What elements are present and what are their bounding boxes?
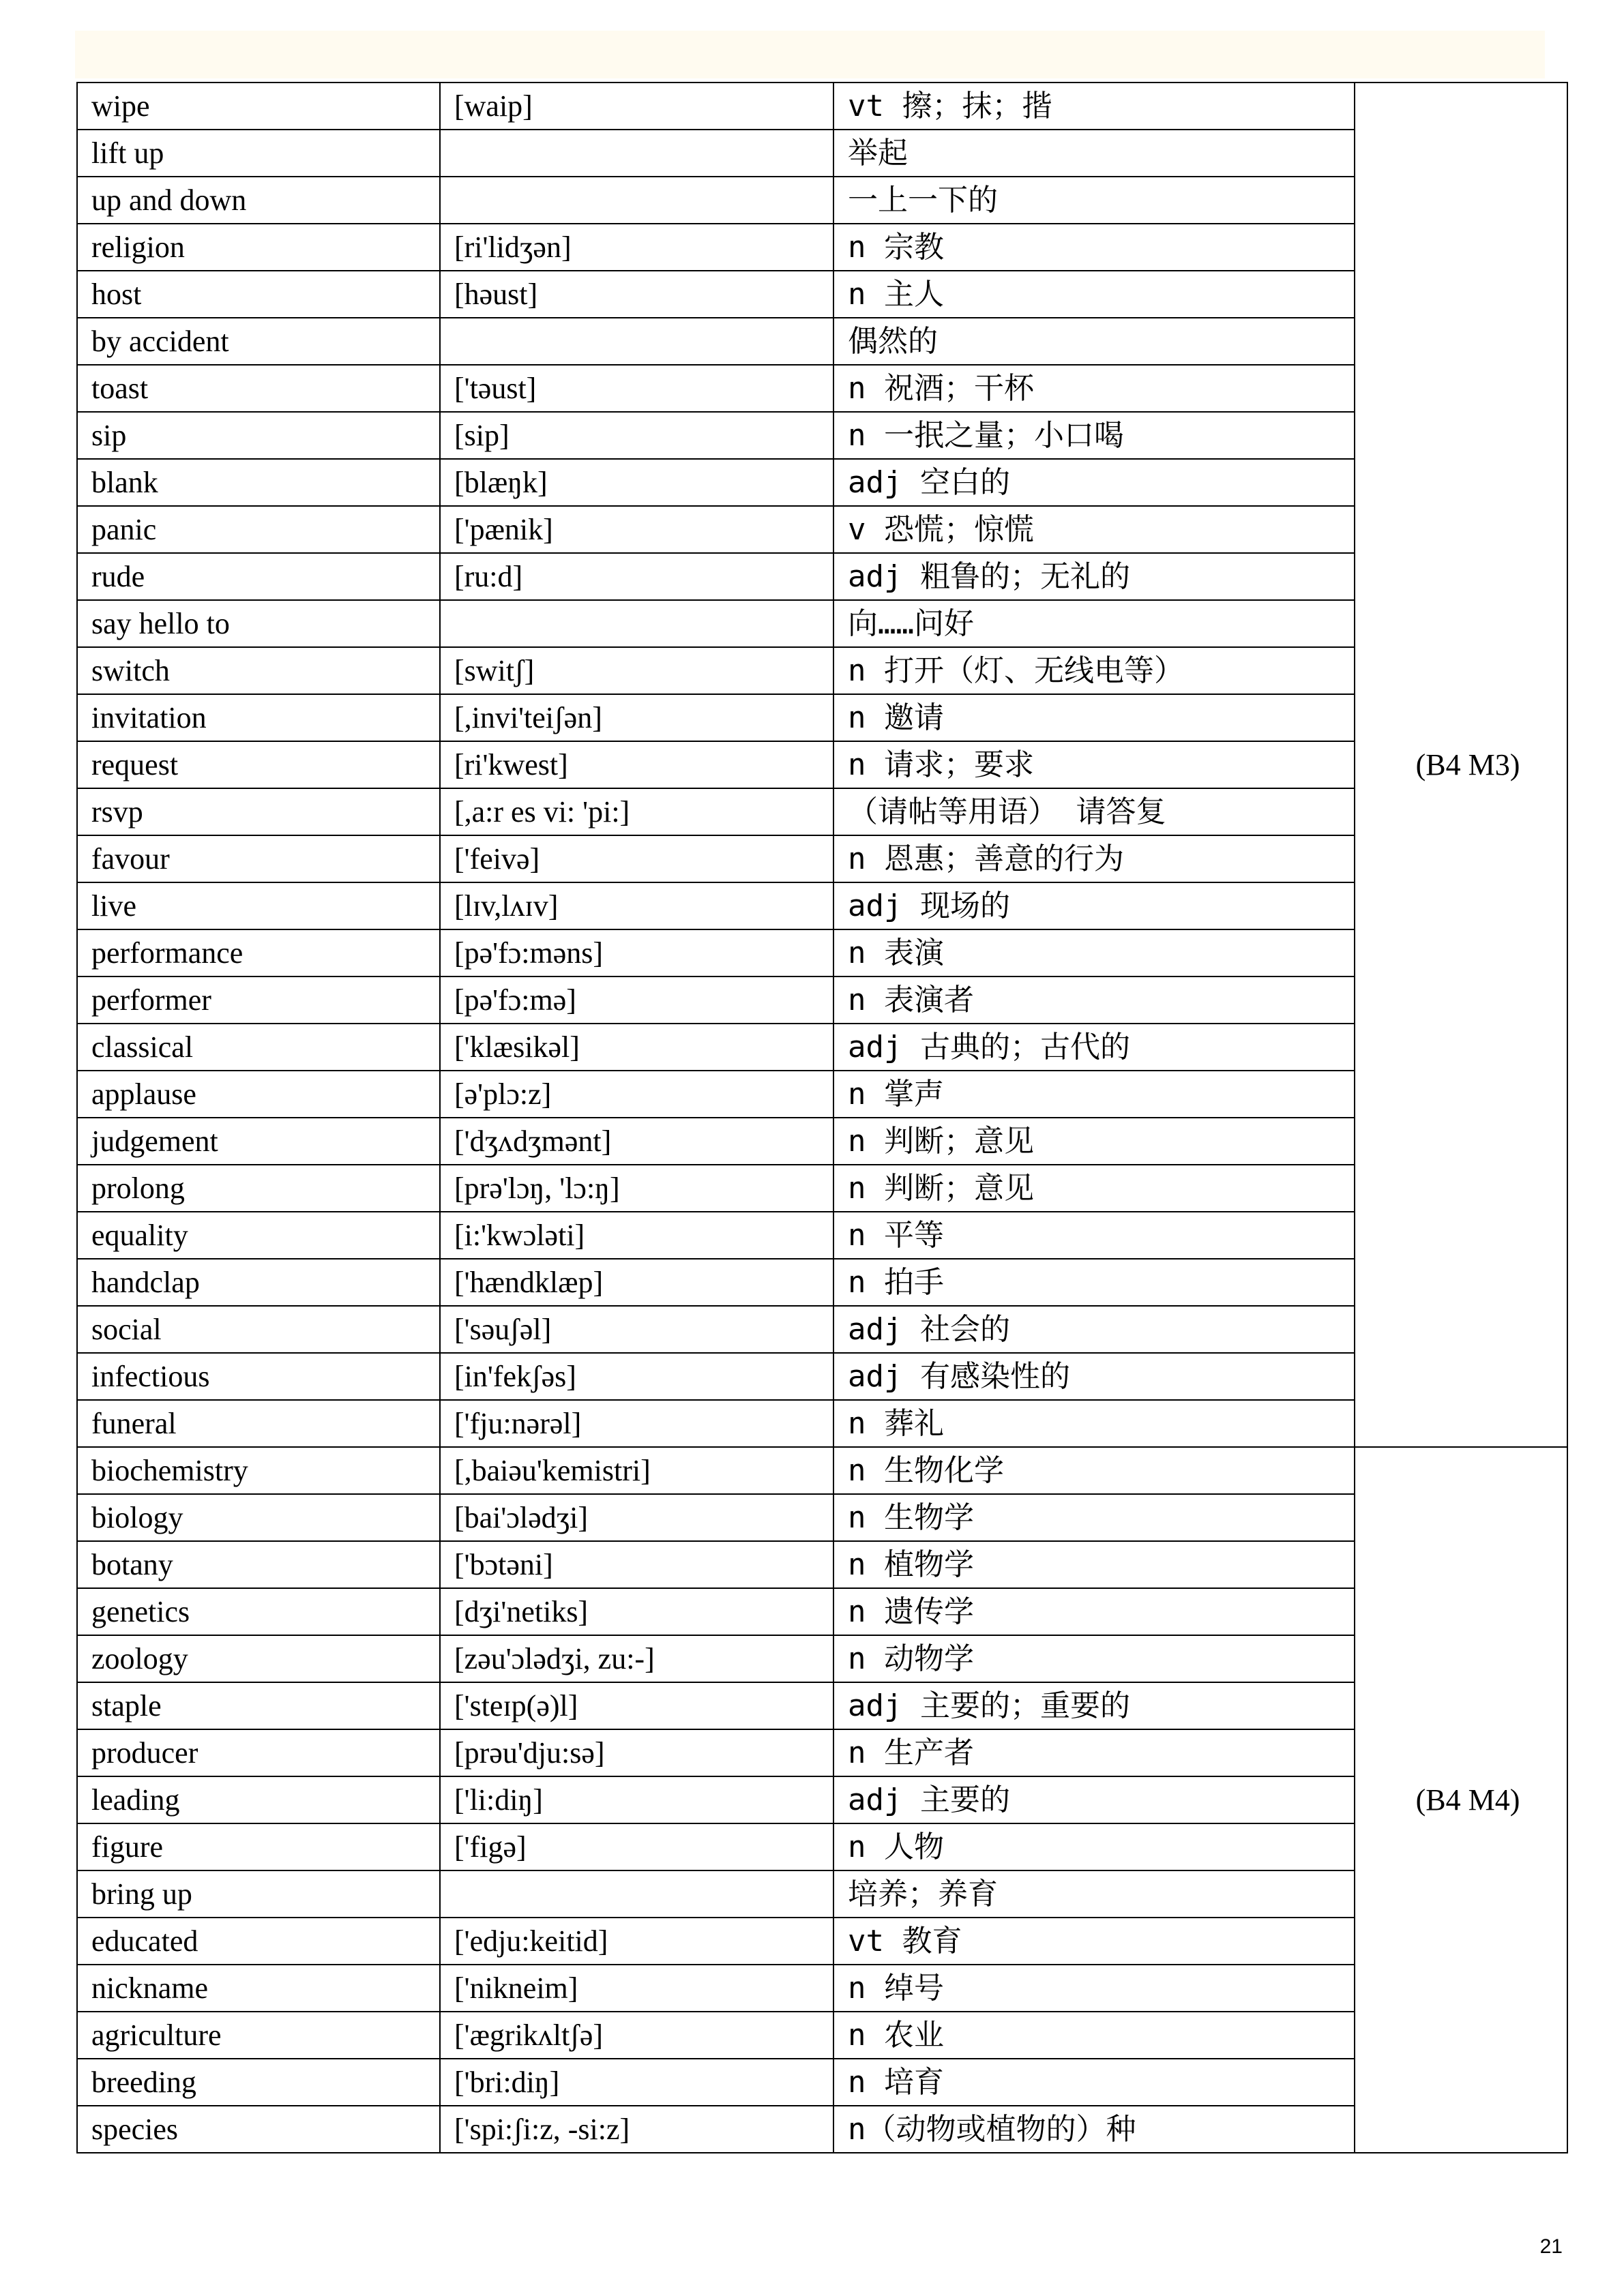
phonetic-cell: [həust] bbox=[440, 271, 833, 318]
meaning-cell: n 绰号 bbox=[833, 1965, 1355, 2012]
phonetic-cell: [switʃ] bbox=[440, 647, 833, 694]
unit-label-cell: (B4 M3) bbox=[1355, 83, 1567, 1447]
word-cell: classical bbox=[77, 1024, 440, 1071]
word-cell: live bbox=[77, 882, 440, 929]
meaning-cell: n 判断；意见 bbox=[833, 1118, 1355, 1165]
word-cell: staple bbox=[77, 1682, 440, 1729]
phonetic-cell bbox=[440, 130, 833, 177]
meaning-cell: n 动物学 bbox=[833, 1635, 1355, 1682]
table-row bbox=[77, 1165, 1567, 1212]
word-cell: performance bbox=[77, 929, 440, 976]
phonetic-cell: [,baiəu'kemistri] bbox=[440, 1447, 833, 1494]
word-cell: educated bbox=[77, 1918, 440, 1965]
meaning-cell: n 平等 bbox=[833, 1212, 1355, 1259]
table-row bbox=[77, 130, 1567, 177]
table-row bbox=[77, 1541, 1567, 1588]
word-cell: invitation bbox=[77, 694, 440, 741]
table-row bbox=[77, 1024, 1567, 1071]
phonetic-cell: ['klæsikəl] bbox=[440, 1024, 833, 1071]
word-cell: leading bbox=[77, 1776, 440, 1823]
phonetic-cell: ['dʒʌdʒmənt] bbox=[440, 1118, 833, 1165]
phonetic-cell: [bai'ɔlədʒi] bbox=[440, 1494, 833, 1541]
table-row bbox=[77, 224, 1567, 271]
meaning-cell: adj 空白的 bbox=[833, 459, 1355, 506]
phonetic-cell bbox=[440, 177, 833, 224]
phonetic-cell: [,invi'teiʃən] bbox=[440, 694, 833, 741]
phonetic-cell: [,a:r es vi: 'pi:] bbox=[440, 788, 833, 835]
page-header-band bbox=[75, 31, 1545, 78]
word-cell: nickname bbox=[77, 1965, 440, 2012]
phonetic-cell: ['feivə] bbox=[440, 835, 833, 882]
phonetic-cell: [waip] bbox=[440, 83, 833, 130]
meaning-cell: n 表演 bbox=[833, 929, 1355, 976]
meaning-cell: n 掌声 bbox=[833, 1071, 1355, 1118]
table-row bbox=[77, 1965, 1567, 2012]
meaning-cell: adj 主要的 bbox=[833, 1776, 1355, 1823]
table-row bbox=[77, 1212, 1567, 1259]
word-cell: genetics bbox=[77, 1588, 440, 1635]
table-row bbox=[77, 600, 1567, 647]
word-cell: biochemistry bbox=[77, 1447, 440, 1494]
word-cell: lift up bbox=[77, 130, 440, 177]
phonetic-cell: ['ægrikʌltʃə] bbox=[440, 2012, 833, 2059]
word-cell: panic bbox=[77, 506, 440, 553]
meaning-cell: 一上一下的 bbox=[833, 177, 1355, 224]
table-row bbox=[77, 2059, 1567, 2106]
table-row bbox=[77, 1259, 1567, 1306]
table-row bbox=[77, 2106, 1567, 2153]
meaning-cell: n 农业 bbox=[833, 2012, 1355, 2059]
word-cell: host bbox=[77, 271, 440, 318]
phonetic-cell: [pə'fɔ:məns] bbox=[440, 929, 833, 976]
table-row bbox=[77, 1823, 1567, 1870]
meaning-cell: 偶然的 bbox=[833, 318, 1355, 365]
phonetic-cell bbox=[440, 1870, 833, 1918]
table-row bbox=[77, 506, 1567, 553]
meaning-cell: n 人物 bbox=[833, 1823, 1355, 1870]
phonetic-cell: ['spi:ʃi:z, -si:z] bbox=[440, 2106, 833, 2153]
phonetic-cell: [in'fekʃəs] bbox=[440, 1353, 833, 1400]
table-row bbox=[77, 2012, 1567, 2059]
meaning-cell: n 邀请 bbox=[833, 694, 1355, 741]
word-cell: figure bbox=[77, 1823, 440, 1870]
word-cell: zoology bbox=[77, 1635, 440, 1682]
table-row bbox=[77, 1306, 1567, 1353]
word-cell: infectious bbox=[77, 1353, 440, 1400]
meaning-cell: n 生产者 bbox=[833, 1729, 1355, 1776]
table-row bbox=[77, 459, 1567, 506]
table-row bbox=[77, 1400, 1567, 1447]
phonetic-cell: [dʒi'netiks] bbox=[440, 1588, 833, 1635]
unit-label-cell: (B4 M4) bbox=[1355, 1447, 1567, 2153]
meaning-cell: n 恩惠；善意的行为 bbox=[833, 835, 1355, 882]
phonetic-cell: [prəu'dju:sə] bbox=[440, 1729, 833, 1776]
meaning-cell: adj 主要的；重要的 bbox=[833, 1682, 1355, 1729]
meaning-cell: v 恐慌；惊慌 bbox=[833, 506, 1355, 553]
phonetic-cell: ['nikneim] bbox=[440, 1965, 833, 2012]
table-row bbox=[77, 694, 1567, 741]
phonetic-cell: ['figə] bbox=[440, 1823, 833, 1870]
phonetic-cell: [prə'lɔŋ, 'lɔ:ŋ] bbox=[440, 1165, 833, 1212]
table-row bbox=[77, 1776, 1567, 1823]
phonetic-cell: ['fju:nərəl] bbox=[440, 1400, 833, 1447]
meaning-cell: vt 教育 bbox=[833, 1918, 1355, 1965]
meaning-cell: n 培育 bbox=[833, 2059, 1355, 2106]
word-cell: prolong bbox=[77, 1165, 440, 1212]
table-row bbox=[77, 835, 1567, 882]
meaning-cell: n 拍手 bbox=[833, 1259, 1355, 1306]
word-cell: rude bbox=[77, 553, 440, 600]
page-number: 21 bbox=[1539, 2235, 1563, 2258]
table-row bbox=[77, 412, 1567, 459]
word-cell: by accident bbox=[77, 318, 440, 365]
meaning-cell: n 一抿之量；小口喝 bbox=[833, 412, 1355, 459]
meaning-cell: n 打开（灯、无线电等） bbox=[833, 647, 1355, 694]
phonetic-cell: [zəu'ɔlədʒi, zu:-] bbox=[440, 1635, 833, 1682]
table-row bbox=[77, 976, 1567, 1024]
table-row bbox=[77, 1729, 1567, 1776]
meaning-cell: adj 有感染性的 bbox=[833, 1353, 1355, 1400]
table-row bbox=[77, 929, 1567, 976]
word-cell: social bbox=[77, 1306, 440, 1353]
word-cell: agriculture bbox=[77, 2012, 440, 2059]
phonetic-cell: [i:'kwɔləti] bbox=[440, 1212, 833, 1259]
phonetic-cell: [blæŋk] bbox=[440, 459, 833, 506]
table-row bbox=[77, 365, 1567, 412]
phonetic-cell: ['hændklæp] bbox=[440, 1259, 833, 1306]
word-cell: religion bbox=[77, 224, 440, 271]
word-cell: blank bbox=[77, 459, 440, 506]
word-cell: breeding bbox=[77, 2059, 440, 2106]
meaning-cell: adj 社会的 bbox=[833, 1306, 1355, 1353]
meaning-cell: n 植物学 bbox=[833, 1541, 1355, 1588]
table-row bbox=[77, 1682, 1567, 1729]
word-cell: sip bbox=[77, 412, 440, 459]
word-cell: up and down bbox=[77, 177, 440, 224]
table-row bbox=[77, 1447, 1567, 1494]
table-row bbox=[77, 741, 1567, 788]
phonetic-cell: [ru:d] bbox=[440, 553, 833, 600]
phonetic-cell: [sip] bbox=[440, 412, 833, 459]
table-row bbox=[77, 788, 1567, 835]
table-row bbox=[77, 882, 1567, 929]
word-cell: biology bbox=[77, 1494, 440, 1541]
phonetic-cell: ['səuʃəl] bbox=[440, 1306, 833, 1353]
word-cell: say hello to bbox=[77, 600, 440, 647]
table-row bbox=[77, 1870, 1567, 1918]
word-cell: bring up bbox=[77, 1870, 440, 1918]
meaning-cell: adj 现场的 bbox=[833, 882, 1355, 929]
meaning-cell: n 葬礼 bbox=[833, 1400, 1355, 1447]
meaning-cell: n 遗传学 bbox=[833, 1588, 1355, 1635]
phonetic-cell: [pə'fɔ:mə] bbox=[440, 976, 833, 1024]
word-cell: handclap bbox=[77, 1259, 440, 1306]
phonetic-cell: ['pænik] bbox=[440, 506, 833, 553]
word-cell: wipe bbox=[77, 83, 440, 130]
phonetic-cell: [ri'lidʒən] bbox=[440, 224, 833, 271]
word-cell: request bbox=[77, 741, 440, 788]
meaning-cell: n 生物化学 bbox=[833, 1447, 1355, 1494]
word-cell: funeral bbox=[77, 1400, 440, 1447]
table-row bbox=[77, 553, 1567, 600]
meaning-cell: n（动物或植物的）种 bbox=[833, 2106, 1355, 2153]
table-row bbox=[77, 1353, 1567, 1400]
phonetic-cell: [lɪv,lʌɪv] bbox=[440, 882, 833, 929]
phonetic-cell: ['bri:diŋ] bbox=[440, 2059, 833, 2106]
table-row bbox=[77, 318, 1567, 365]
word-cell: favour bbox=[77, 835, 440, 882]
phonetic-cell: ['steɪp(ə)l] bbox=[440, 1682, 833, 1729]
table-row bbox=[77, 1071, 1567, 1118]
table-row bbox=[77, 1588, 1567, 1635]
table-row bbox=[77, 647, 1567, 694]
word-cell: performer bbox=[77, 976, 440, 1024]
table-row bbox=[77, 177, 1567, 224]
phonetic-cell: ['təust] bbox=[440, 365, 833, 412]
meaning-cell: 举起 bbox=[833, 130, 1355, 177]
word-cell: switch bbox=[77, 647, 440, 694]
meaning-cell: 向……问好 bbox=[833, 600, 1355, 647]
word-cell: producer bbox=[77, 1729, 440, 1776]
meaning-cell: 培养；养育 bbox=[833, 1870, 1355, 1918]
word-cell: rsvp bbox=[77, 788, 440, 835]
phonetic-cell: ['bɔtəni] bbox=[440, 1541, 833, 1588]
word-cell: species bbox=[77, 2106, 440, 2153]
meaning-cell: adj 粗鲁的；无礼的 bbox=[833, 553, 1355, 600]
word-cell: toast bbox=[77, 365, 440, 412]
meaning-cell: n 请求；要求 bbox=[833, 741, 1355, 788]
table-row bbox=[77, 271, 1567, 318]
word-cell: botany bbox=[77, 1541, 440, 1588]
table-row bbox=[77, 1635, 1567, 1682]
vocabulary-table-body bbox=[77, 83, 1567, 2153]
table-row bbox=[77, 1918, 1567, 1965]
phonetic-cell: ['edju:keitid] bbox=[440, 1918, 833, 1965]
word-cell: applause bbox=[77, 1071, 440, 1118]
meaning-cell: vt 擦；抹；揩 bbox=[833, 83, 1355, 130]
meaning-cell: （请帖等用语） 请答复 bbox=[833, 788, 1355, 835]
phonetic-cell: [ri'kwest] bbox=[440, 741, 833, 788]
phonetic-cell bbox=[440, 600, 833, 647]
meaning-cell: n 祝酒；干杯 bbox=[833, 365, 1355, 412]
meaning-cell: adj 古典的；古代的 bbox=[833, 1024, 1355, 1071]
table-row bbox=[77, 83, 1567, 130]
meaning-cell: n 判断；意见 bbox=[833, 1165, 1355, 1212]
meaning-cell: n 生物学 bbox=[833, 1494, 1355, 1541]
meaning-cell: n 表演者 bbox=[833, 976, 1355, 1024]
meaning-cell: n 宗教 bbox=[833, 224, 1355, 271]
word-cell: equality bbox=[77, 1212, 440, 1259]
phonetic-cell: ['li:diŋ] bbox=[440, 1776, 833, 1823]
table-row bbox=[77, 1118, 1567, 1165]
meaning-cell: n 主人 bbox=[833, 271, 1355, 318]
vocabulary-table bbox=[76, 82, 1568, 2153]
table-row bbox=[77, 1494, 1567, 1541]
phonetic-cell: [ə'plɔ:z] bbox=[440, 1071, 833, 1118]
phonetic-cell bbox=[440, 318, 833, 365]
word-cell: judgement bbox=[77, 1118, 440, 1165]
